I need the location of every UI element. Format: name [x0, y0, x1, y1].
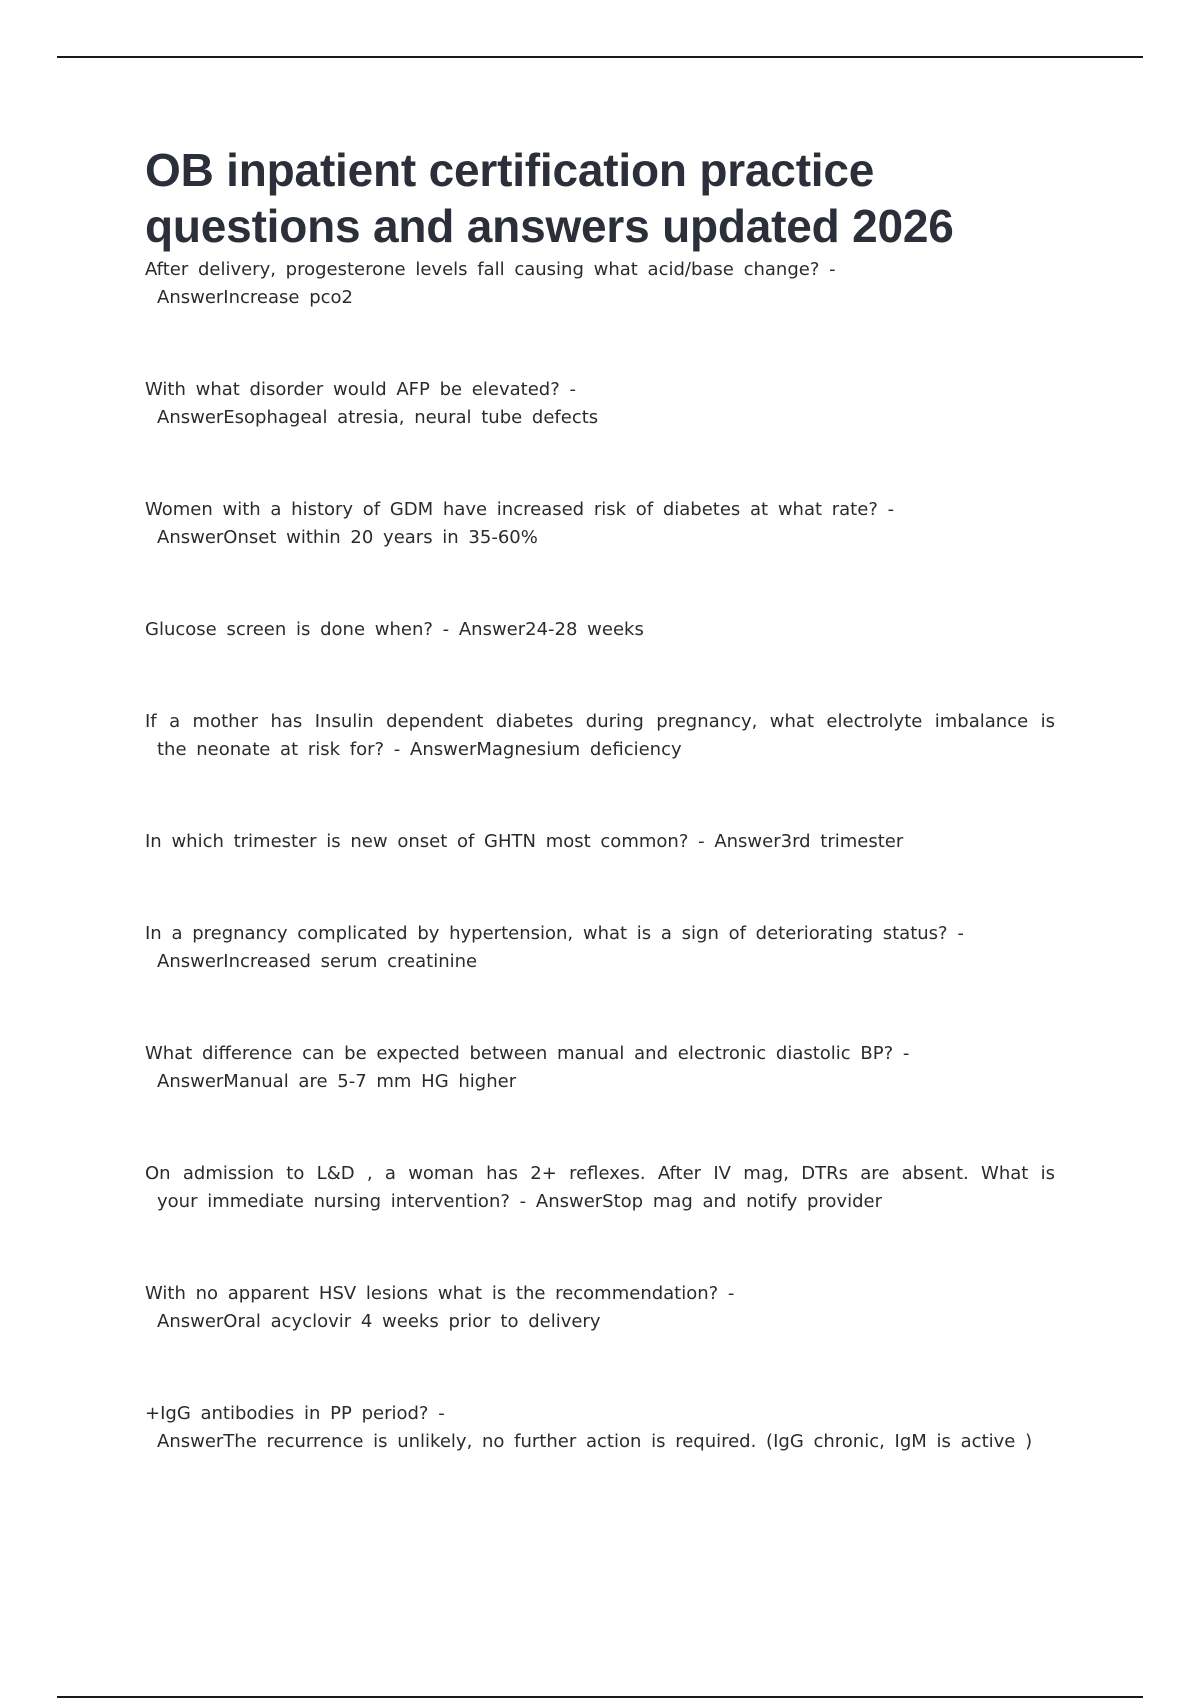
qa-item	[145, 496, 1055, 552]
question-text: In a pregnancy complicated by hypertension, what is a sign of deteriorating status? -	[145, 923, 964, 944]
qa-item	[145, 1280, 1055, 1336]
question-text: Glucose screen is done when? -	[145, 619, 450, 640]
qa-item	[145, 256, 1055, 312]
answer-text: AnswerEsophageal atresia, neural tube defects	[157, 407, 599, 428]
answer-text: AnswerIncrease pco2	[157, 287, 353, 308]
question-text: In which trimester is new onset of GHTN most common? -	[145, 831, 705, 852]
qa-item	[145, 1400, 1055, 1456]
question-text: What difference can be expected between manual and electronic diastolic BP? -	[145, 1043, 910, 1064]
answer-text: AnswerIncreased serum creatinine	[157, 951, 478, 972]
question-text: With no apparent HSV lesions what is the recommendation? -	[145, 1283, 735, 1304]
question-text: +IgG antibodies in PP period? -	[145, 1403, 445, 1424]
bottom-rule	[57, 1696, 1143, 1698]
qa-item	[145, 828, 1055, 856]
answer-text: AnswerManual are 5-7 mm HG higher	[157, 1071, 517, 1092]
page-title: OB inpatient certification practice questions and answers updated 2026	[145, 144, 954, 252]
qa-list	[145, 256, 1055, 1456]
question-text: On admission to L&D , a woman has 2+ reflexes. After IV mag, DTRs are absent. What is your immediate nursing intervention? -	[145, 1163, 1055, 1212]
answer-text: Answer24-28 weeks	[458, 619, 644, 640]
qa-item	[145, 1160, 1055, 1216]
document-body	[145, 142, 1055, 1456]
question-text: Women with a history of GDM have increased risk of diabetes at what rate? -	[145, 499, 895, 520]
answer-text: AnswerThe recurrence is unlikely, no further action is required. (IgG chronic, IgM is active )	[157, 1431, 1033, 1452]
answer-text: AnswerStop mag and notify provider	[535, 1191, 882, 1212]
top-rule	[57, 56, 1143, 58]
question-text: If a mother has Insulin dependent diabetes during pregnancy, what electrolyte imbalance is the neonate at risk for? -	[145, 711, 1055, 760]
answer-text: AnswerOnset within 20 years in 35-60%	[157, 527, 538, 548]
qa-item	[145, 1040, 1055, 1096]
question-text: With what disorder would AFP be elevated? -	[145, 379, 576, 400]
qa-item	[145, 920, 1055, 976]
qa-item	[145, 616, 1055, 644]
answer-text: AnswerOral acyclovir 4 weeks prior to delivery	[157, 1311, 601, 1332]
question-text: After delivery, progesterone levels fall causing what acid/base change? -	[145, 259, 836, 280]
answer-text: Answer3rd trimester	[714, 831, 904, 852]
qa-item	[145, 376, 1055, 432]
qa-item	[145, 708, 1055, 764]
answer-text: AnswerMagnesium deficiency	[410, 739, 682, 760]
